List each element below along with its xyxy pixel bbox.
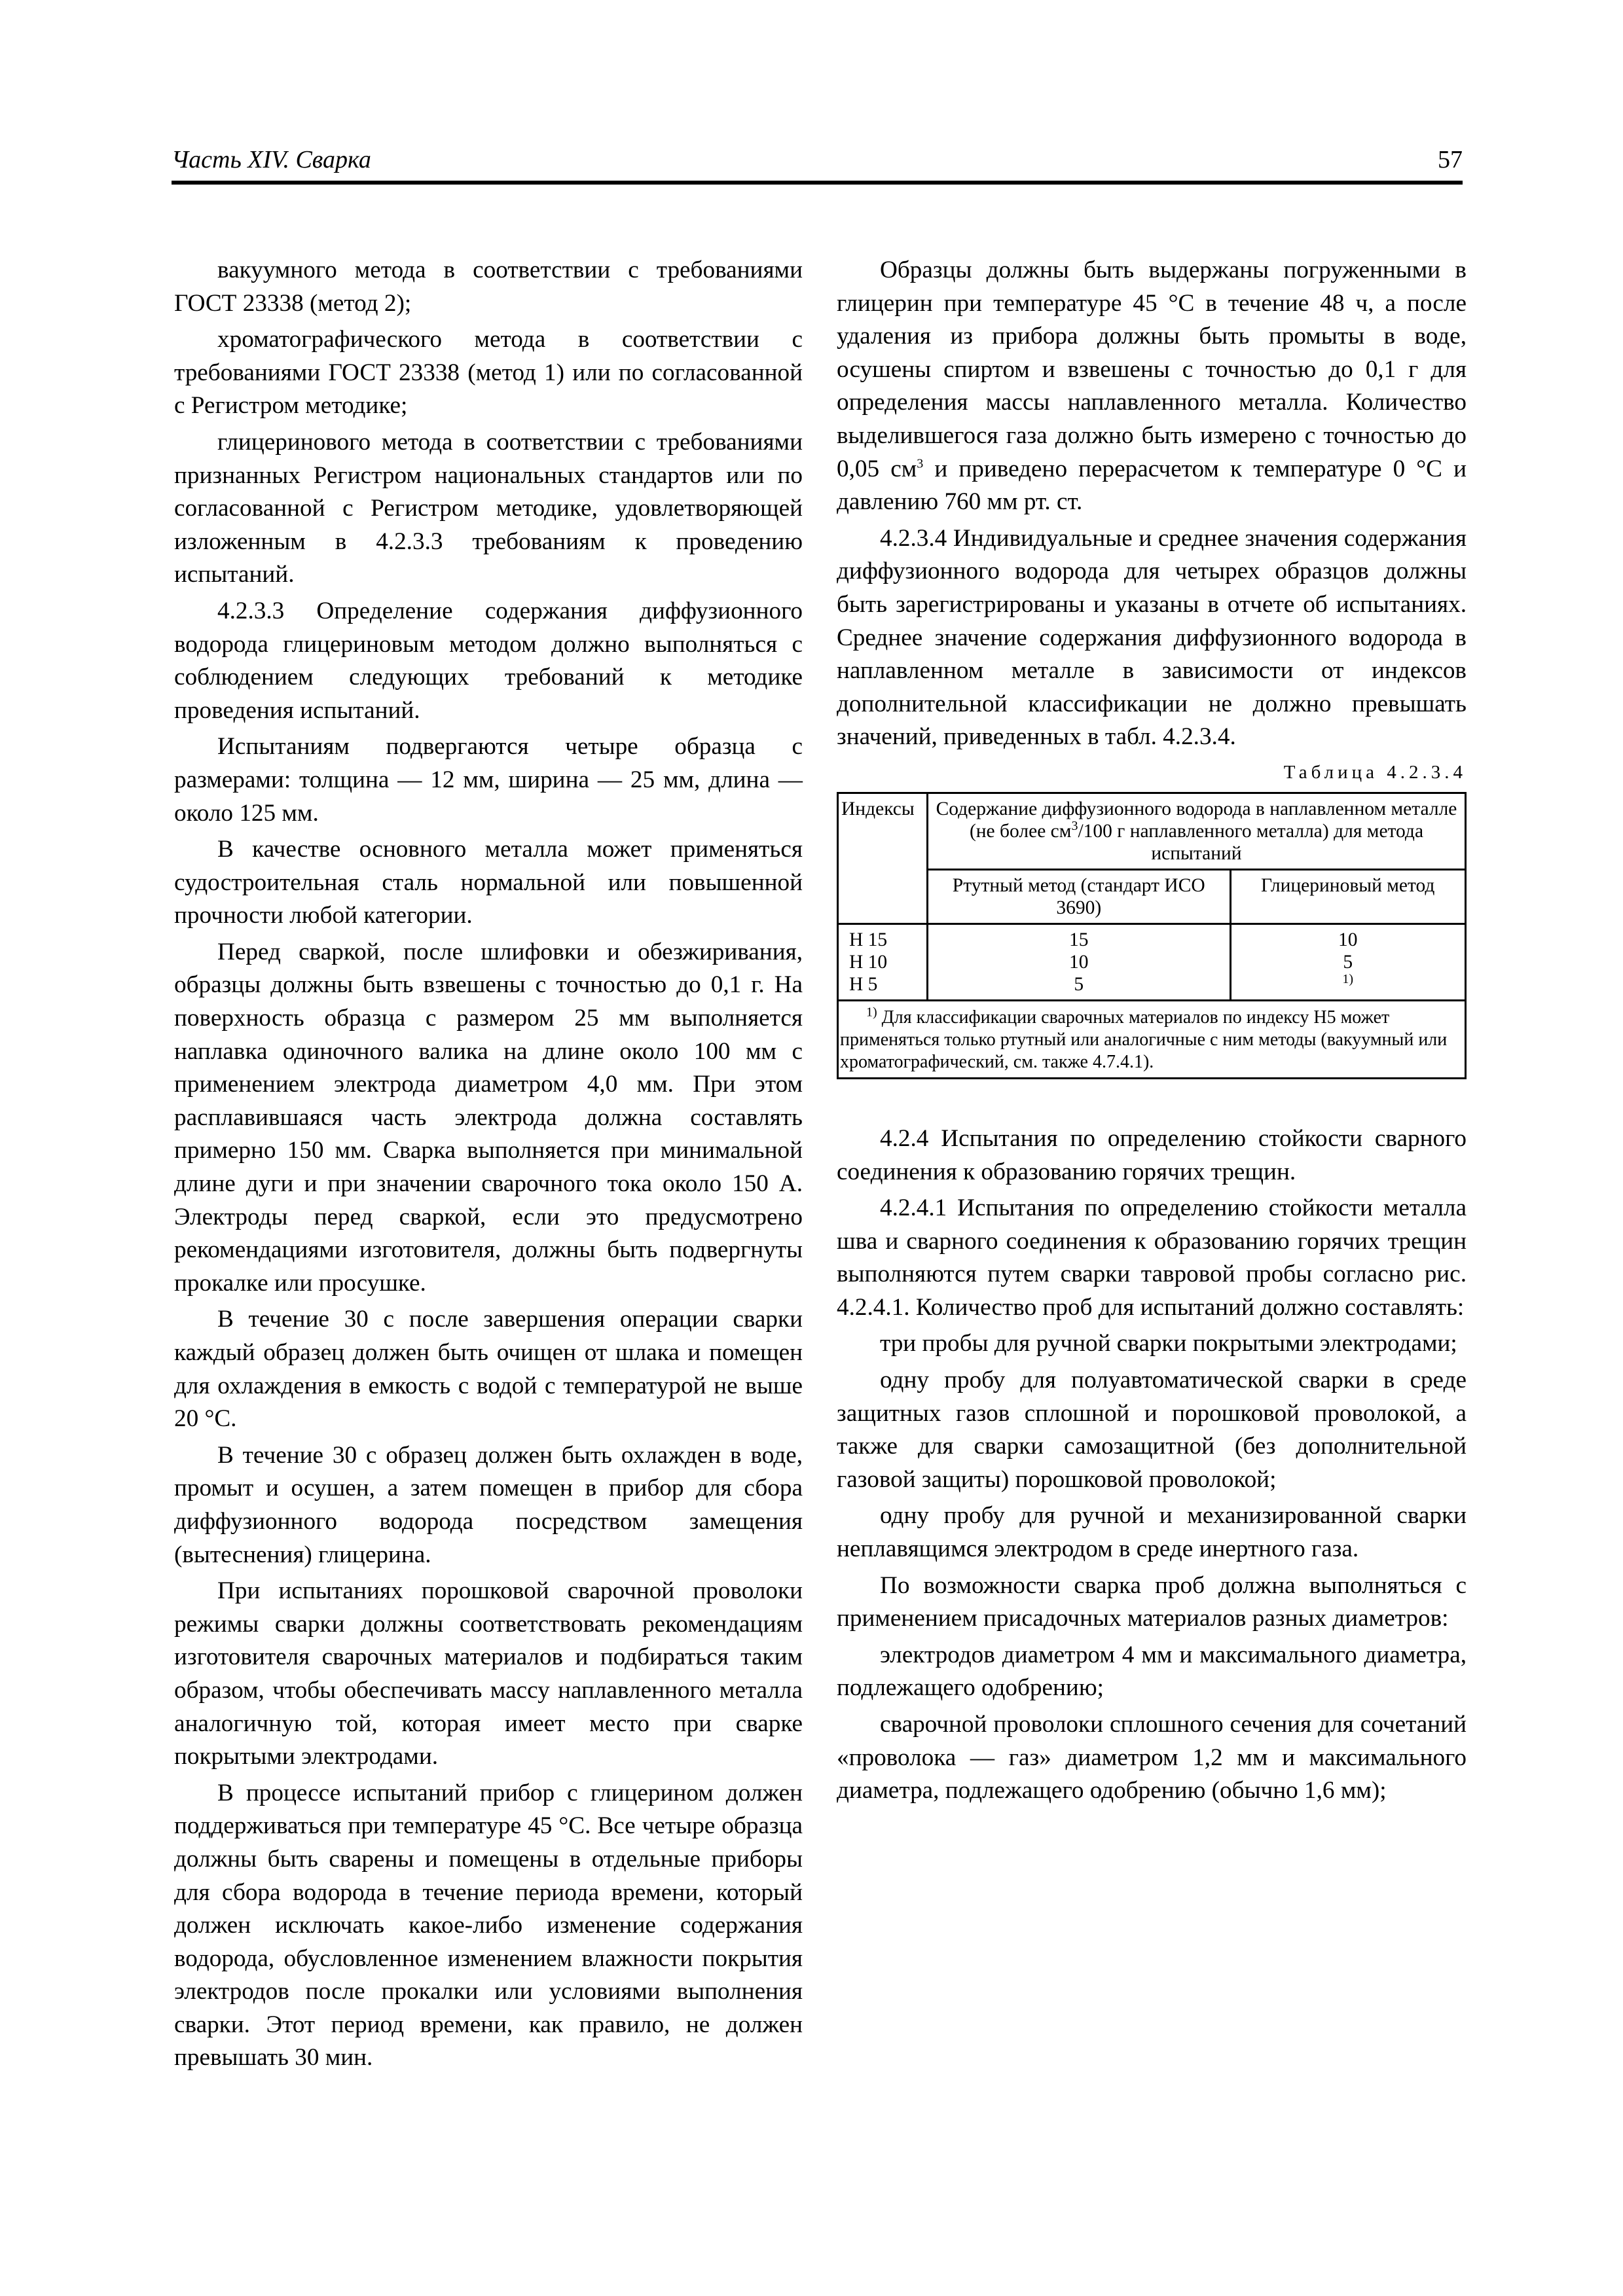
paragraph: В процессе испытаний прибор с глицерином должен поддерживаться при температуре 45 °C. Все четыре образца должны быть сварены и помещены в отдельные приборы для сбора водорода в течение периода времени, который должен исключать какое-либо изменение содержания водорода, обусловленное изменением влажности покрытия электродов после прокалки или условиями выполнения сварки. Этот период времени, как правило, не должен превышать 30 мин. [174, 1779, 803, 2072]
paragraph: хроматографического метода в соответствии с требованиями ГОСТ 23338 (метод 1) или по согласованной с Регистром методике; [174, 326, 803, 420]
paragraph: три пробы для ручной сварки покрытыми электродами; [880, 1330, 1457, 1357]
paragraph: вакуумного метода в соответствии с требованиями ГОСТ 23338 (метод 2); [174, 257, 803, 317]
paragraph-text: и приведено перерасчетом к температуре 0 °C и давлению 760 мм рт. ст. [837, 455, 1467, 516]
paragraph: В течение 30 с после завершения операции сварки каждый образец должен быть очищен от шлака и помещен для охлаждения в емкость с водой с температурой не выше 20 °C. [174, 1306, 803, 1433]
table-cell: 5 [1343, 951, 1353, 973]
table-header-text: /100 г наплавленного металла) для метода испытаний [1078, 820, 1424, 864]
paragraph [837, 254, 1467, 519]
table-cell: 10 [1069, 951, 1089, 973]
paragraph: 4.2.3.3 Определение содержания диффузионного водорода глицериновым методом должно выполняться с соблюдением следующих требований к методике проведения испытаний. [174, 597, 803, 724]
footnote-text: Для классификации сварочных материалов по индексу Н5 может применяться только ртутный или аналогичные с ним методы (вакуумный или хроматографический, см. также 4.7.4.1). [840, 1007, 1448, 1072]
paragraph: одну пробу для полуавтоматической сварки в среде защитных газов сплошной и порошковой проволокой, а также для сварки самозащитной (без дополнительной газовой защиты) порошковой проволокой; [837, 1367, 1467, 1493]
paragraph: При испытаниях порошковой сварочной проволоки режимы сварки должны соответствовать рекомендациям изготовителя сварочных материалов и подбираться таким образом, чтобы обеспечивать массу наплавленного металла аналогичную той, которая имеет место при сварке покрытыми электродами. [174, 1577, 803, 1770]
running-title: Часть XIV. Сварка [172, 146, 371, 173]
table-header-text: Содержание диффузионного водорода в наплавленном металле (не более см [936, 798, 1457, 842]
paragraph-text: Образцы должны быть выдержаны погруженными в глицерин при температуре 45 °C в течение 48 ч, а после удаления из прибора должны быть промыты в воде, осушены спиртом и взвешены с точностью до 0,1 г для определения массы наплавленного металла. Количество выделившегося газа должно быть измерено с точностью до 0,05 см [837, 257, 1467, 482]
table-cell: 10 [1338, 929, 1358, 950]
paragraph: По возможности сварка проб должна выполняться с применением присадочных материалов разных диаметров: [837, 1571, 1467, 1632]
table-cell: 15 [1069, 929, 1089, 950]
spacer [837, 1079, 1467, 1122]
hydrogen-table [837, 792, 1467, 1079]
right-column [837, 254, 1467, 1811]
table-cell: Н 15 [849, 929, 888, 950]
table-cell: Н 10 [849, 951, 888, 973]
superscript: 3 [917, 456, 924, 471]
paragraph: 4.2.4.1 Испытания по определению стойкости металла шва и сварного соединения к образованию горячих трещин выполняются путем сварки тавровой пробы согласно рис. 4.2.4.1. Количество проб для испытаний должно составлять: [837, 1194, 1467, 1321]
page-number: 57 [1438, 146, 1463, 173]
paragraph: В качестве основного металла может применяться судостроительная сталь нормальной или повышенной прочности любой категории. [174, 836, 803, 929]
paragraph: сварочной проволоки сплошного сечения для сочетаний «проволока — газ» диаметром 1,2 мм и максимального диаметра, подлежащего одобрению (обычно 1,6 мм); [837, 1711, 1467, 1804]
footnote-marker: 1) [866, 1005, 877, 1020]
table-header-content [928, 793, 1466, 869]
left-column [174, 254, 803, 2078]
paragraph: электродов диаметром 4 мм и максимального диаметра, подлежащего одобрению; [837, 1641, 1467, 1702]
paragraph: Испытаниям подвергаются четыре образца с размерами: толщина — 12 мм, ширина — 25 мм, длина — около 125 мм. [174, 733, 803, 827]
superscript: 3 [1071, 819, 1078, 834]
page-header [172, 137, 1463, 185]
table-cell: Н 5 [849, 973, 878, 995]
table-caption: Таблица 4.2.3.4 [1283, 761, 1467, 783]
table-mercury-cell [928, 924, 1231, 1000]
table-header-index: Индексы [838, 793, 928, 924]
footnote-marker: 1) [1342, 972, 1354, 987]
table-subheader-glycerin: Глицериновый метод [1230, 869, 1466, 924]
table-subheader-mercury: Ртутный метод (стандарт ИСО 3690) [928, 869, 1231, 924]
paragraph: 4.2.3.4 Индивидуальные и среднее значения содержания диффузионного водорода для четырех образцов должны быть зарегистрированы и указаны в отчете об испытаниях. Среднее значение содержания диффузионного водорода в наплавленном металле в зависимости от индексов дополнительной классификации не должно превышать значений, приведенных в табл. 4.2.3.4. [837, 524, 1467, 751]
paragraph: глицеринового метода в соответствии с требованиями признанных Регистром национальных стандартов или по согласованной с Регистром методике, удовлетворяющей изложенным в 4.2.3.3 требованиям к проведению испытаний. [174, 428, 803, 588]
paragraph: одну пробу для ручной и механизированной сварки неплавящимся электродом в среде инертного газа. [837, 1502, 1467, 1563]
table-glycerin-cell [1230, 924, 1466, 1000]
paragraph: Перед сваркой, после шлифовки и обезжиривания, образцы должны быть взвешены с точностью до 0,1 г. На поверхность образца с размером 25 мм выполняется наплавка одиночного валика на длине около 100 мм с применением электрода диаметром 4,0 мм. При этом расплавившаяся часть электрода должна составлять примерно 150 мм. Сварка выполняется при минимальной длине дуги и при значении сварочного тока около 150 А. Электроды перед сваркой, если это предусмотрено рекомендациями изготовителя, должны быть подвергнуты прокалке или просушке. [174, 938, 803, 1297]
section-heading: 4.2.4 Испытания по определению стойкости сварного соединения к образованию горячих трещин. [837, 1124, 1467, 1185]
table-cell [1235, 973, 1461, 996]
table-cell: 5 [1074, 973, 1084, 995]
table-footnote [838, 1000, 1466, 1078]
table-index-cell [838, 924, 928, 1000]
paragraph: В течение 30 с образец должен быть охлажден в воде, промыт и осушен, а затем помещен в прибор для сбора диффузионного водорода посредством замещения (вытеснения) глицерина. [174, 1441, 803, 1568]
